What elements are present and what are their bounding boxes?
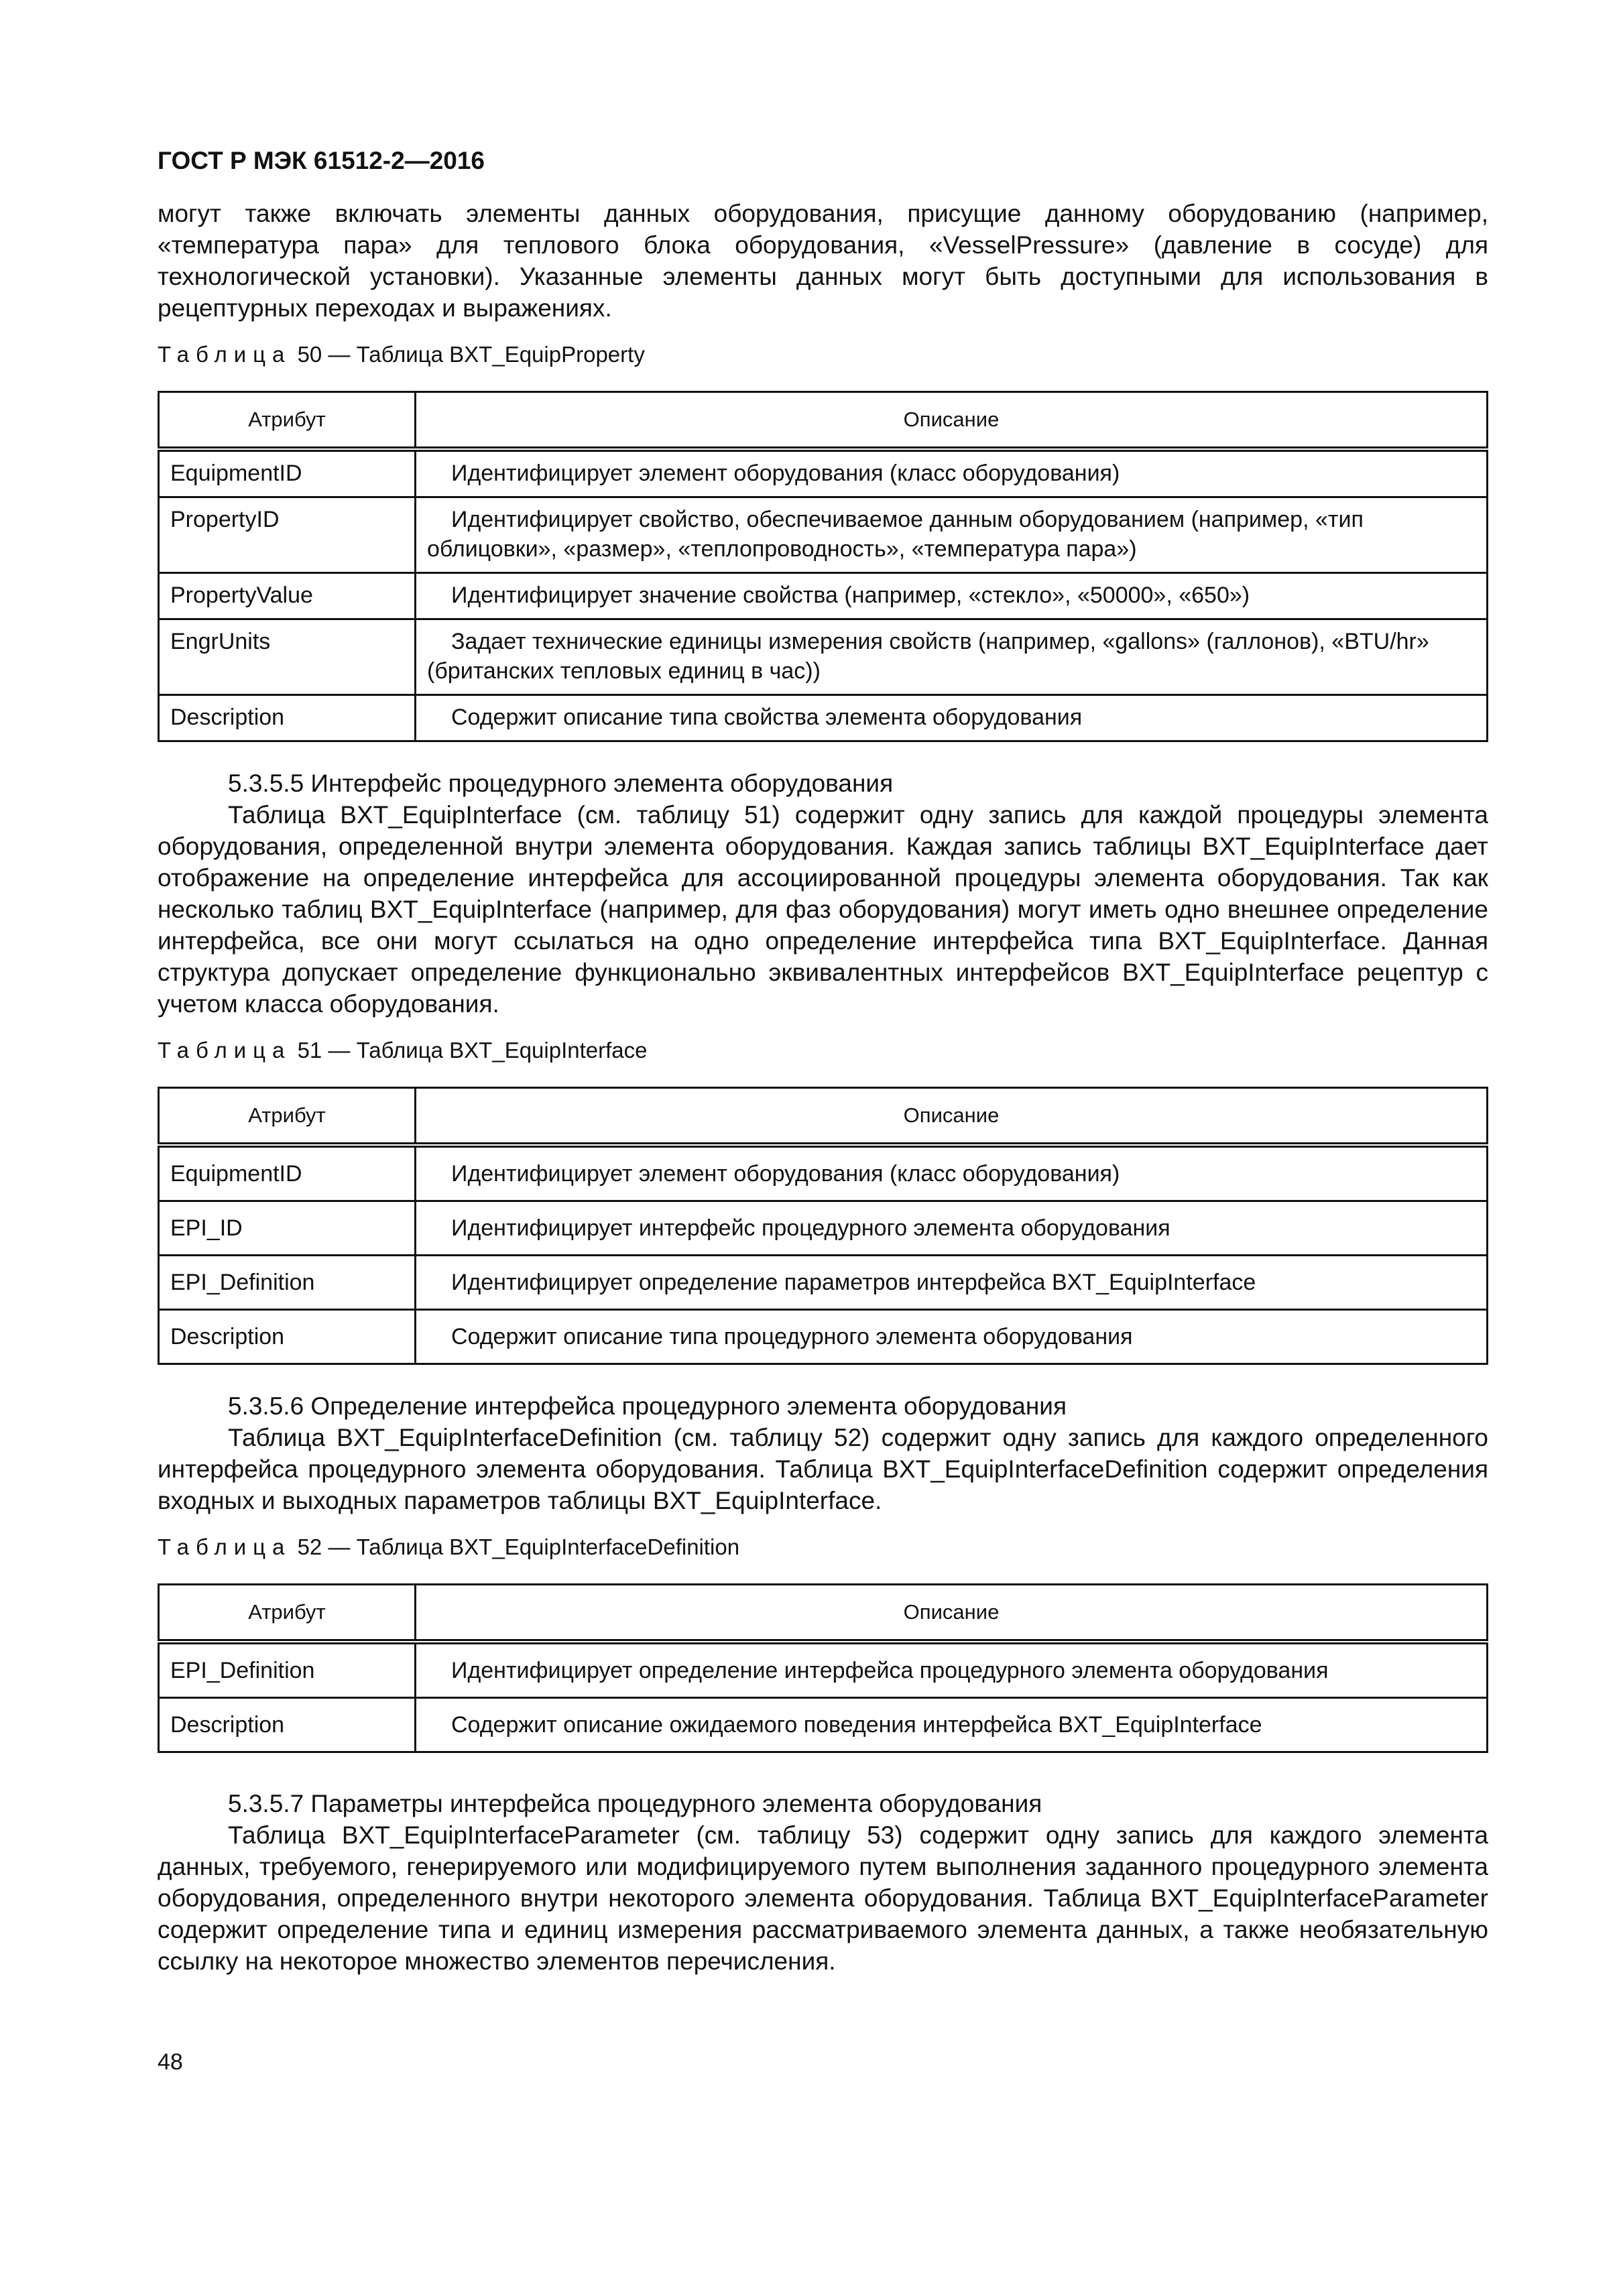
table-row bbox=[159, 449, 1488, 497]
column-header-description: Описание bbox=[416, 392, 1488, 450]
section-5-3-5-7-text: Таблица BXT_EquipInterfaceParameter (см. таблицу 53) содержит одну запись для каждого элемента данных, требуемого, генерируемого или модифицируемого путем выполнения заданного процедурного элемента оборудования, определенного внутри некоторого элемента оборудования. Таблица BXT_EquipInterfaceParameter содержит определение типа и единиц измерения рассматриваемого элемента данных, а также необязательную ссылку на некоторое множество элементов перечисления. bbox=[158, 1821, 1488, 1975]
column-header-description: Описание bbox=[416, 1585, 1488, 1642]
table-caption-text: 51 — Таблица BXT_EquipInterface bbox=[297, 1038, 648, 1063]
attribute-cell: PropertyID bbox=[159, 497, 416, 573]
table-caption-label: Таблица bbox=[158, 1038, 292, 1063]
table-51 bbox=[158, 1087, 1488, 1365]
table-52 bbox=[158, 1583, 1488, 1753]
table-caption-text: 50 — Таблица BXT_EquipProperty bbox=[297, 342, 645, 367]
attribute-cell: EquipmentID bbox=[159, 1145, 416, 1201]
section-5-3-5-6-title: 5.3.5.6 Определение интерфейса процедурного элемента оборудования bbox=[228, 1392, 1067, 1420]
table-row bbox=[159, 497, 1488, 573]
section-5-3-5-7-title: 5.3.5.7 Параметры интерфейса процедурного элемента оборудования bbox=[228, 1790, 1042, 1817]
table-52-caption bbox=[158, 1532, 1488, 1562]
table-caption-label: Таблица bbox=[158, 1534, 292, 1559]
table-row bbox=[159, 1256, 1488, 1310]
table-row bbox=[159, 1698, 1488, 1752]
table-row bbox=[159, 1310, 1488, 1364]
table-row bbox=[159, 695, 1488, 741]
attribute-cell: Description bbox=[159, 1310, 416, 1364]
section-5-3-5-5-title: 5.3.5.5 Интерфейс процедурного элемента оборудования bbox=[228, 770, 894, 797]
table-row bbox=[159, 619, 1488, 695]
table-50-caption bbox=[158, 340, 1488, 369]
attribute-cell: EPI_Definition bbox=[159, 1642, 416, 1698]
description-cell: Идентифицирует определение параметров интерфейса BXT_EquipInterface bbox=[416, 1256, 1488, 1310]
description-cell: Содержит описание ожидаемого поведения интерфейса BXT_EquipInterface bbox=[416, 1698, 1488, 1752]
document-page bbox=[158, 144, 1488, 1977]
table-header-row bbox=[159, 1585, 1488, 1642]
attribute-cell: EPI_Definition bbox=[159, 1256, 416, 1310]
description-cell: Содержит описание типа процедурного элемента оборудования bbox=[416, 1310, 1488, 1364]
table-50 bbox=[158, 391, 1488, 742]
attribute-cell: EquipmentID bbox=[159, 449, 416, 497]
table-header-row bbox=[159, 392, 1488, 450]
description-cell: Задает технические единицы измерения свойств (например, «gallons» (галлонов), «BTU/hr» (британских тепловых единиц в час)) bbox=[416, 619, 1488, 695]
column-header-attribute: Атрибут bbox=[159, 1088, 416, 1146]
document-header: ГОСТ Р МЭК 61512-2—2016 bbox=[158, 147, 485, 174]
table-row bbox=[159, 1145, 1488, 1201]
attribute-cell: EngrUnits bbox=[159, 619, 416, 695]
column-header-description: Описание bbox=[416, 1088, 1488, 1146]
table-caption-label: Таблица bbox=[158, 342, 292, 367]
description-cell: Идентифицирует свойство, обеспечиваемое данным оборудованием (например, «тип облицовки», «размер», «теплопроводность», «температура пара») bbox=[416, 497, 1488, 573]
description-cell: Идентифицирует интерфейс процедурного элемента оборудования bbox=[416, 1201, 1488, 1256]
section-5-3-5-5-text: Таблица BXT_EquipInterface (см. таблицу 51) содержит одну запись для каждой процедуры элемента оборудования, определенной внутри элемента оборудования. Каждая запись таблицы BXT_EquipInterface дает отображение на определение интерфейса для ассоциированной процедуры элемента оборудования. Так как несколько таблиц BXT_EquipInterface (например, для фаз оборудования) могут иметь одно внешнее определение интерфейса, все они могут ссылаться на одно определение интерфейса типа BXT_EquipInterface. Данная структура допускает определение функционально эквивалентных интерфейсов BXT_EquipInterface рецептур с учетом класса оборудования. bbox=[158, 801, 1488, 1018]
description-cell: Идентифицирует определение интерфейса процедурного элемента оборудования bbox=[416, 1642, 1488, 1698]
attribute-cell: Description bbox=[159, 695, 416, 741]
description-cell: Идентифицирует элемент оборудования (класс оборудования) bbox=[416, 1145, 1488, 1201]
attribute-cell: EPI_ID bbox=[159, 1201, 416, 1256]
column-header-attribute: Атрибут bbox=[159, 392, 416, 450]
table-row bbox=[159, 1201, 1488, 1256]
column-header-attribute: Атрибут bbox=[159, 1585, 416, 1642]
description-cell: Идентифицирует элемент оборудования (класс оборудования) bbox=[416, 449, 1488, 497]
attribute-cell: Description bbox=[159, 1698, 416, 1752]
intro-paragraph: могут также включать элементы данных оборудования, присущие данному оборудованию (например, «температура пара» для теплового блока оборудования, «VesselPressure» (давление в сосуде) для технологической установки). Указанные элементы данных могут быть доступными для использования в рецептурных переходах и выражениях. bbox=[158, 200, 1488, 322]
table-51-caption bbox=[158, 1036, 1488, 1065]
page-number: 48 bbox=[158, 2049, 183, 2075]
table-header-row bbox=[159, 1088, 1488, 1146]
description-cell: Идентифицирует значение свойства (например, «стекло», «50000», «650») bbox=[416, 573, 1488, 619]
table-row bbox=[159, 573, 1488, 619]
table-row bbox=[159, 1642, 1488, 1698]
attribute-cell: PropertyValue bbox=[159, 573, 416, 619]
description-cell: Содержит описание типа свойства элемента оборудования bbox=[416, 695, 1488, 741]
section-5-3-5-6-text: Таблица BXT_EquipInterfaceDefinition (см. таблицу 52) содержит одну запись для каждого определенного интерфейса процедурного элемента оборудования. Таблица BXT_EquipInterfaceDefinition содержит определения входных и выходных параметров таблицы BXT_EquipInterface. bbox=[158, 1424, 1488, 1514]
table-caption-text: 52 — Таблица BXT_EquipInterfaceDefinition bbox=[297, 1534, 740, 1559]
